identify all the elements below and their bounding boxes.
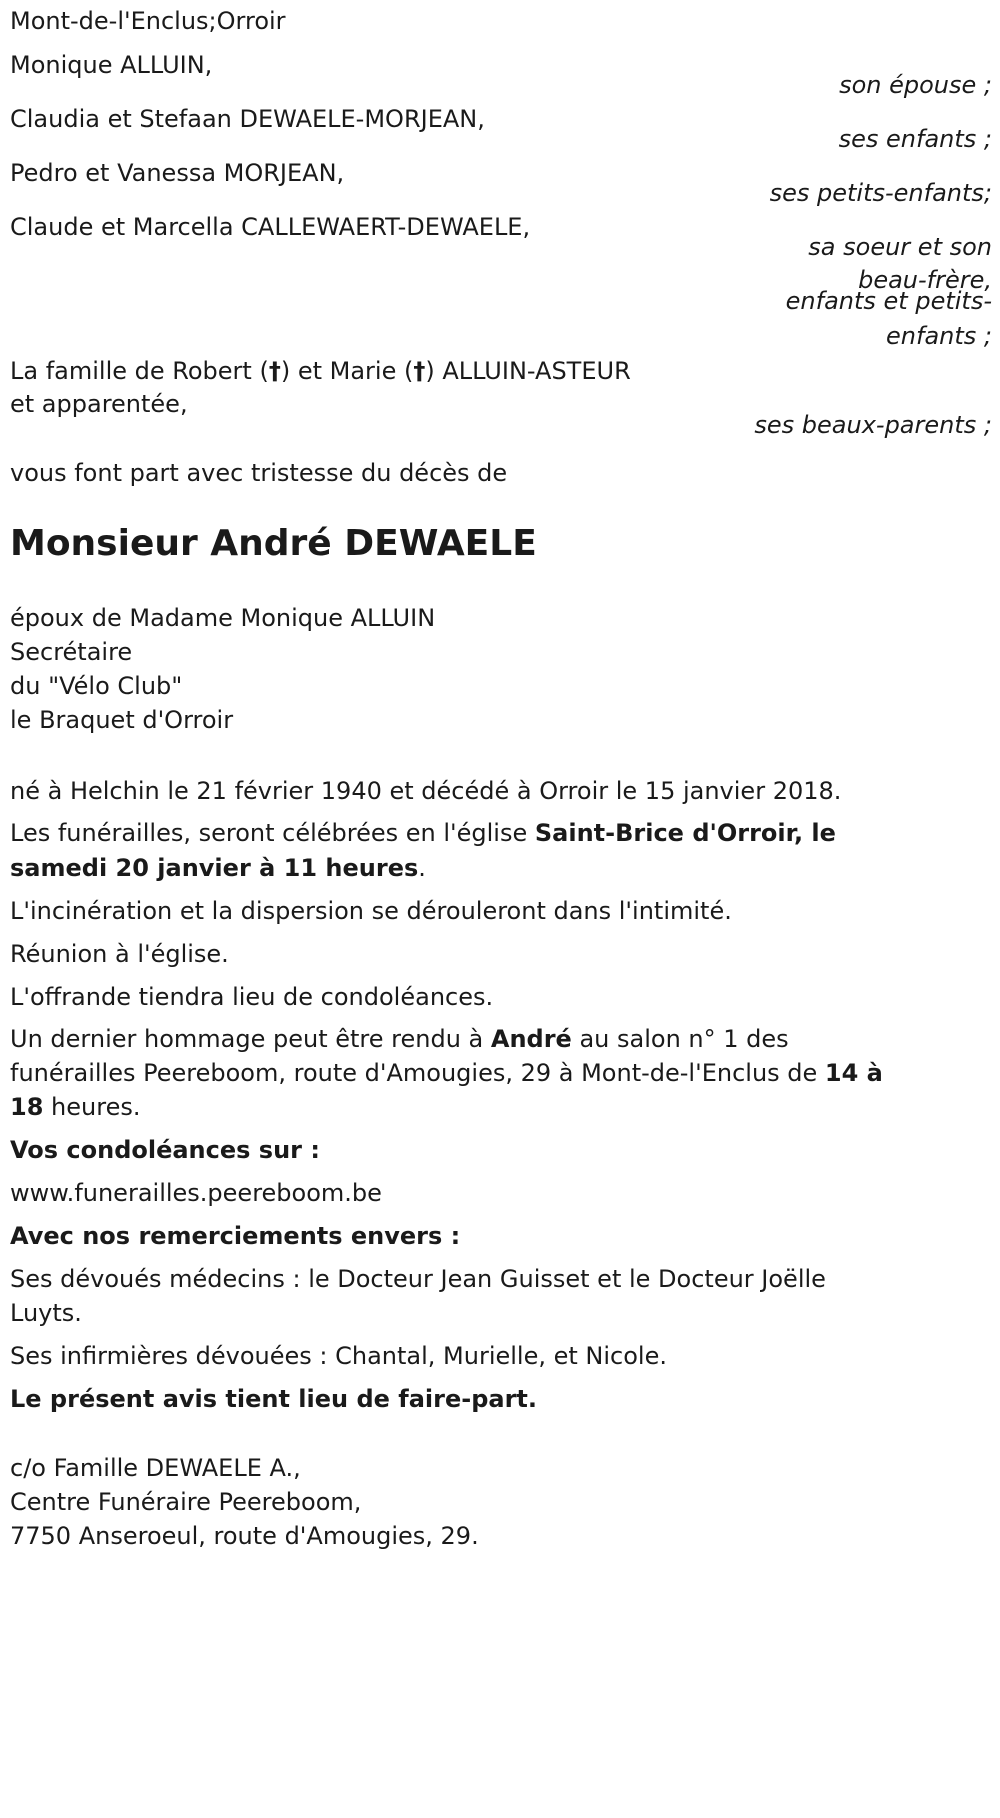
hommage-line3: 18 heures. <box>10 1093 141 1121</box>
deceased-detail: du "Vélo Club" <box>10 672 183 700</box>
incineration-text: L'incinération et la dispersion se dérouleront dans l'intimité. <box>10 897 732 925</box>
deceased-detail: le Braquet d'Orroir <box>10 706 234 734</box>
thanks-title: Avec nos remerciements envers : <box>10 1222 461 1250</box>
funeral-line2: samedi 20 janvier à 11 heures. <box>10 854 426 882</box>
relation-sister-line2: beau-frère, <box>858 266 992 294</box>
nurses-text: Ses infirmières dévouées : Chantal, Murielle, et Nicole. <box>10 1342 667 1370</box>
cross-icon: † <box>413 357 426 385</box>
hommage-line2: funérailles Peereboom, route d'Amougies, 29 à Mont-de-l'Enclus de 14 à <box>10 1059 883 1087</box>
offrande-text: L'offrande tiendra lieu de condoléances. <box>10 983 494 1011</box>
relation-sister-line4: enfants ; <box>886 322 992 350</box>
website-link[interactable]: www.funerailles.peereboom.be <box>10 1179 382 1207</box>
relation-spouse: son épouse ; <box>839 71 992 99</box>
family-name-children: Claudia et Stefaan DEWAELE-MORJEAN, <box>10 105 485 133</box>
address-line: Centre Funéraire Peereboom, <box>10 1488 362 1516</box>
cross-icon: † <box>268 357 281 385</box>
deceased-detail: Secrétaire <box>10 638 133 666</box>
deceased-name: Monsieur André DEWAELE <box>10 523 537 564</box>
relation-sister-line3: enfants et petits- <box>785 287 992 315</box>
announcement-text: vous font part avec tristesse du décès de <box>10 459 508 487</box>
funeral-line1: Les funérailles, seront célébrées en l'église Saint-Brice d'Orroir, le <box>10 819 836 847</box>
family-name-inlaws: La famille de Robert (†) et Marie (†) ALLUIN-ASTEUR <box>10 357 631 385</box>
relation-children: ses enfants ; <box>838 125 992 153</box>
birth-death-text: né à Helchin le 21 février 1940 et décédé à Orroir le 15 janvier 2018. <box>10 777 842 805</box>
reunion-text: Réunion à l'église. <box>10 940 229 968</box>
family-name-spouse: Monique ALLUIN, <box>10 51 213 79</box>
family-name-sister: Claude et Marcella CALLEWAERT-DEWAELE, <box>10 213 531 241</box>
notice-text: Le présent avis tient lieu de faire-part. <box>10 1385 538 1413</box>
family-name-inlaws-line2: et apparentée, <box>10 390 188 418</box>
relation-grandchildren: ses petits-enfants; <box>769 179 992 207</box>
relation-sister-line1: sa soeur et son <box>808 233 992 261</box>
location-header: Mont-de-l'Enclus;Orroir <box>10 7 286 35</box>
doctors-line1: Ses dévoués médecins : le Docteur Jean Guisset et le Docteur Joëlle <box>10 1265 826 1293</box>
deceased-detail: époux de Madame Monique ALLUIN <box>10 604 436 632</box>
doctors-line2: Luyts. <box>10 1299 82 1327</box>
condoleances-title: Vos condoléances sur : <box>10 1136 320 1164</box>
hommage-line1: Un dernier hommage peut être rendu à André au salon n° 1 des <box>10 1025 789 1053</box>
family-name-grandchildren: Pedro et Vanessa MORJEAN, <box>10 159 345 187</box>
address-line: 7750 Anseroeul, route d'Amougies, 29. <box>10 1522 479 1550</box>
relation-inlaws: ses beaux-parents ; <box>754 411 992 439</box>
address-line: c/o Famille DEWAELE A., <box>10 1454 301 1482</box>
